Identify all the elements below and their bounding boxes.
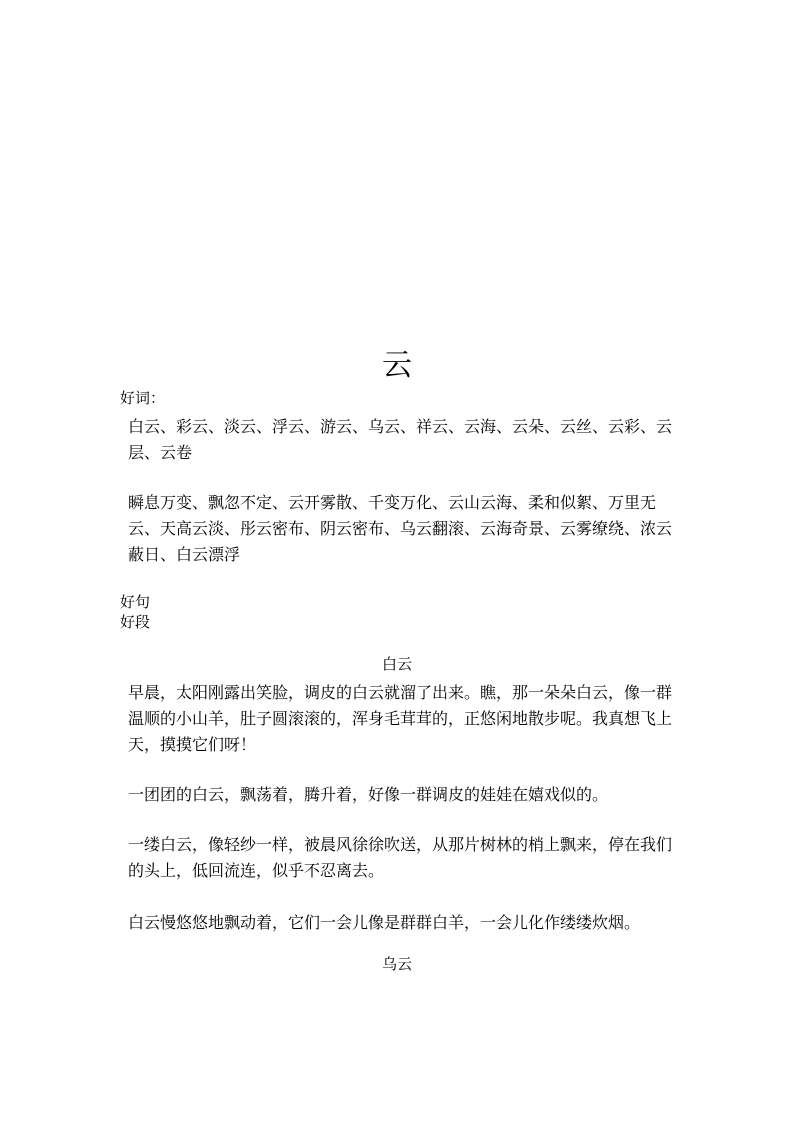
good-words-label: 好词： <box>120 389 166 407</box>
white-cloud-paragraph: 白云慢悠悠地飘动着，它们一会儿像是群群白羊，一会儿化作缕缕炊烟。 <box>128 913 641 932</box>
good-paragraphs-label: 好段 <box>120 613 151 631</box>
white-cloud-paragraph: 早晨，太阳刚露出笑脸，调皮的白云就溜了出来。瞧，那一朵朵白云，像一群温顺的小山羊，肚子圆滚滚的，浑身毛茸茸的，正悠闲地散步呢。我真想飞上天，摸摸它们呀！ <box>128 683 673 754</box>
white-cloud-paragraph: 一团团的白云，飘荡着，腾升着，好像一群调皮的娃娃在嬉戏似的。 <box>128 785 609 804</box>
page-title: 云 <box>382 348 412 383</box>
white-cloud-paragraph: 一缕白云，像轻纱一样，被晨风徐徐吹送，从那片树林的梢上飘来，停在我们的头上，低回流连，似乎不忍离去。 <box>128 835 673 880</box>
white-cloud-heading: 白云 <box>381 655 412 673</box>
phrases-paragraph: 瞬息万变、飘忽不定、云开雾散、千变万化、云山云海、柔和似絮、万里无云、天高云淡、彤云密布、阴云密布、乌云翻滚、云海奇景、云雾缭绕、浓云蔽日、白云漂浮 <box>128 493 673 564</box>
dark-cloud-heading: 乌云 <box>381 955 412 973</box>
good-sentences-label: 好句 <box>120 593 151 611</box>
single-words-paragraph: 白云、彩云、淡云、浮云、游云、乌云、祥云、云海、云朵、云丝、云彩、云层、云卷 <box>128 417 673 462</box>
